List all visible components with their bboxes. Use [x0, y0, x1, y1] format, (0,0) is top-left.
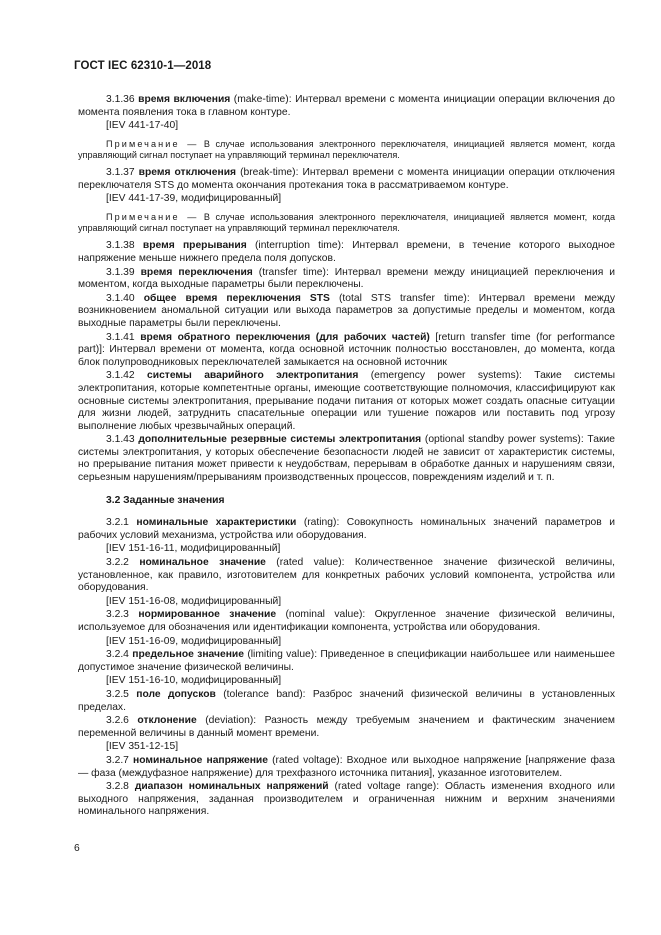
term-entry: [78, 332, 615, 370]
entry-number: 3.1.42: [106, 370, 135, 382]
term-entry: [78, 434, 615, 484]
entry-number: 3.2.6: [106, 715, 129, 727]
entry-text: (total STS transfer time): Интервал времени между возникновением аномальной ситуации или выхода параметров за допустимые пределы и моментом, когда выходные параметры были переключены.: [78, 292, 615, 329]
term-entry: [78, 267, 615, 292]
entry-number: 3.2.2: [106, 557, 129, 569]
entry-term: время переключения: [140, 266, 253, 278]
entry-number: 3.1.38: [106, 240, 135, 252]
note-label: Примечание —: [106, 138, 199, 149]
entry-term: время отключения: [138, 167, 237, 179]
term-entry: [78, 715, 615, 740]
note: [78, 212, 615, 234]
term-entry: [78, 94, 615, 119]
term-entry: [78, 370, 615, 433]
iev-reference: [IEV 151-16-09, модифицированный]: [106, 635, 282, 647]
term-entry: [78, 240, 615, 265]
entry-text: (tolerance band): Разброс значений физической величины в установленных пределах.: [78, 688, 615, 713]
document-header: ГОСТ IEC 62310-1—2018: [74, 60, 212, 72]
document-body: [78, 94, 615, 820]
term-entry: [78, 649, 615, 674]
entry-text: (break-time): Интервал времени с момента инициации операции отключения переключателя STS до момента окончания протекания тока в рассматриваемом контуре.: [78, 167, 615, 191]
entry-term: системы аварийного электропитания: [147, 370, 359, 382]
entry-text: (optional standby power systems): Такие системы электропитания, у которых обеспечение безопасности людей не зависит от характеристик системы, но прерывание питания может привести к неудобствам, перерывам в обработке данных и нарушениям связи, серьезным нарушениям/прерываниям производственных процессов, повреждениям изделий и т. п.: [78, 434, 615, 484]
entry-text: (rating): Совокупность номинальных значений параметров и рабочих условий механизма, устройства или оборудования.: [78, 517, 615, 541]
entry-term: диапазон номинальных напряжений: [134, 781, 329, 793]
entry-number: 3.1.39: [106, 266, 135, 278]
entry-term: время включения: [138, 94, 231, 105]
entry-text: (emergency power systems): Такие системы электропитания, которые компетентные органы, имеющие соответствующие полномочия, классифицируют как основные системы электропитания, прерывание подачи питания от которых может создать опасные ситуации для жизни людей, затруднить спасательные операции или тушение пожаров или поставить под угрозу выполнение любых чрезвычайных операций.: [78, 370, 615, 432]
entry-text: (limiting value): Приведенное в спецификации наибольшее или наименьшее допустимое значение физической величины.: [78, 649, 615, 673]
entry-number: 3.1.37: [106, 167, 135, 179]
term-entry: [78, 167, 615, 192]
entry-term: номинальное напряжение: [133, 754, 268, 766]
entry-text: (transfer time): Интервал времени между инициацией переключения и моментом, когда выходные параметры были переключены.: [78, 266, 615, 291]
entry-number: 3.1.43: [106, 434, 135, 446]
entry-number: 3.2.3: [106, 609, 129, 621]
entry-term: дополнительные резервные системы электропитания: [138, 434, 422, 446]
iev-reference: [IEV 441-17-39, модифицированный]: [106, 193, 282, 205]
entry-text: (rated voltage): Входное или выходное напряжение [напряжение фаза — фаза (междуфазное напряжение) для трехфазного источника питания], указанное изготовителем.: [78, 754, 615, 779]
iev-reference: [IEV 441-17-40]: [106, 120, 179, 132]
section-heading: 3.2 Заданные значения: [106, 494, 225, 506]
term-entry: [78, 689, 615, 714]
term-entry: [78, 557, 615, 595]
entry-number: 3.2.7: [106, 754, 129, 766]
entry-number: 3.1.40: [106, 292, 135, 304]
term-entry: [78, 755, 615, 780]
entry-term: отклонение: [137, 715, 197, 727]
entry-number: 3.2.8: [106, 781, 129, 793]
entry-text: (interruption time): Интервал времени, в течение которого выходное напряжение меньше нижнего предела поля допусков.: [78, 240, 615, 264]
entry-number: 3.1.41: [106, 331, 135, 343]
iev-reference: [IEV 351-12-15]: [106, 741, 179, 753]
entry-term: номинальное значение: [139, 557, 266, 569]
term-entry: [78, 293, 615, 331]
entry-text: (nominal value): Округленное значение физической величины, используемое для обозначения или идентификации компонента, устройства или оборудования.: [78, 609, 615, 633]
entry-term: номинальные характеристики: [136, 517, 297, 529]
entry-text: (rated value): Количественное значение физической величины, установленное, как правило, изготовителем для конкретных рабочих условий компонента, устройства или оборудования.: [78, 557, 615, 594]
note-text: В случае использования электронного переключателя, инициацией является момент, когда управляющий сигнал поступает на управляющий терминал переключателя.: [78, 211, 615, 234]
term-entry: [78, 609, 615, 634]
iev-reference: [IEV 151-16-08, модифицированный]: [106, 595, 282, 607]
term-entry: [78, 517, 615, 542]
term-entry: [78, 781, 615, 819]
note: [78, 139, 615, 161]
entry-term: поле допусков: [136, 688, 216, 700]
entry-number: 3.2.5: [106, 688, 129, 700]
entry-number: 3.2.4: [106, 649, 129, 661]
entry-number: 3.2.1: [106, 517, 129, 529]
entry-number: 3.1.36: [106, 94, 135, 105]
iev-reference: [IEV 151-16-11, модифицированный]: [106, 543, 281, 555]
entry-text: [return transfer time (for performance part)]: Интервал времени от момента, когда основной источник полностью восстановлен, до момента, когда блок полупроводниковых переключателей замыкается на основной источник: [78, 331, 615, 368]
entry-term: общее время переключения STS: [143, 292, 330, 304]
note-text: В случае использования электронного переключателя, инициацией является момент, когда управляющий сигнал поступает на управляющий терминал переключателя.: [78, 138, 615, 160]
entry-term: нормированное значение: [138, 609, 277, 621]
entry-text: (make-time): Интервал времени с момента инициации операции включения до момента появления тока в главном контуре.: [78, 94, 615, 118]
entry-term: предельное значение: [132, 649, 244, 661]
iev-reference: [IEV 151-16-10, модифицированный]: [106, 675, 282, 687]
entry-term: время прерывания: [142, 240, 247, 252]
page-number: 6: [74, 843, 80, 854]
entry-term: время обратного переключения (для рабочих частей): [140, 331, 430, 343]
entry-text: (deviation): Разность между требуемым значением и фактическим значением переменной величины в данный момент времени.: [78, 715, 615, 739]
entry-text: (rated voltage range): Область изменения входного или выходного напряжения, заданная производителем и ограниченная нижним и верхним значениями номинального напряжения.: [78, 781, 615, 818]
note-label: Примечание —: [106, 211, 199, 222]
